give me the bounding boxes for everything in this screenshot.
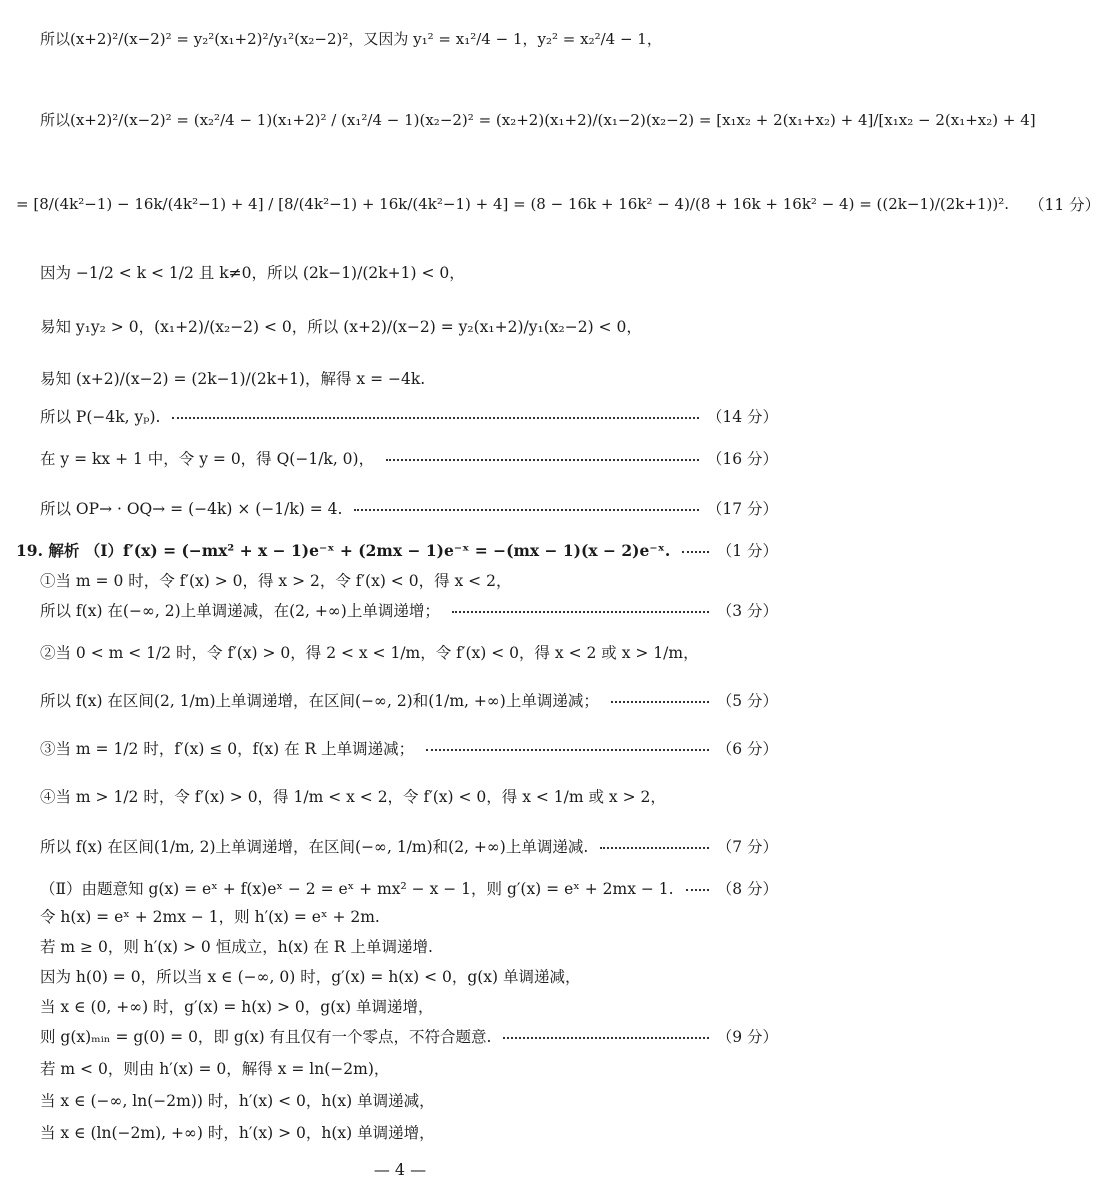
line-text: 所以 OP→ · OQ→ = (−4k) × (−1/k) = 4. — [40, 500, 343, 518]
line-text: 在 y = kx + 1 中，令 y = 0，得 Q(−1/k, 0)， — [40, 450, 375, 468]
dotted-leader — [686, 889, 709, 891]
line-text: 令 h(x) = eˣ + 2mx − 1，则 h′(x) = eˣ + 2m. — [40, 908, 380, 926]
score-marker: （3 分） — [716, 602, 778, 620]
line-text: 所以 f(x) 在区间(1/m, 2)上单调递增，在区间(−∞, 1/m)和(2, +∞)上单调递减. — [40, 838, 589, 856]
line-9 — [0, 488, 800, 528]
line-7 — [0, 396, 800, 436]
line-6 — [0, 358, 800, 398]
page-number: — 4 — — [373, 1160, 427, 1179]
line-text: ④当 m > 1/2 时，令 f′(x) > 0，得 1/m < x < 2，令 f′(x) < 0，得 x < 1/m 或 x > 2， — [40, 788, 666, 806]
line-text: 所以(x+2)²/(x−2)² = (x₂²/4 − 1)(x₁+2)² / (x₁²/4 − 1)(x₂−2)² = (x₂+2)(x₁+2)/(x₁−2)(x₂−2) = [x₁x₂ + 2(x₁+x₂) + 4]/[x₁x₂ − 2(x₁+x₂) + 4] — [40, 110, 1036, 129]
line-5 — [0, 306, 800, 346]
score-marker: （9 分） — [716, 1028, 778, 1046]
score-marker: （17 分） — [706, 500, 778, 518]
line-15 — [0, 728, 800, 768]
score-marker: （1 分） — [716, 542, 778, 560]
line-text: 当 x ∈ (0, +∞) 时，g′(x) = h(x) > 0，g(x) 单调递增， — [40, 998, 434, 1016]
line-4 — [0, 252, 800, 292]
dotted-leader — [611, 701, 709, 703]
dotted-leader — [503, 1037, 708, 1039]
line-text: 若 m ≥ 0，则 h′(x) > 0 恒成立，h(x) 在 R 上单调递增. — [40, 938, 433, 956]
dotted-leader — [354, 509, 698, 511]
line-text: 19. 解析 （Ⅰ）f′(x) = (−mx² + x − 1)e⁻ˣ + (2mx − 1)e⁻ˣ = −(mx − 1)(x − 2)e⁻ˣ. — [16, 541, 671, 560]
line-text: 若 m < 0，则由 h′(x) = 0，解得 x = ln(−2m)， — [40, 1060, 390, 1078]
dotted-leader — [386, 459, 699, 461]
line-text: ③当 m = 1/2 时，f′(x) ≤ 0，f(x) 在 R 上单调递减； — [40, 740, 415, 758]
line-16 — [0, 776, 800, 816]
dotted-leader — [426, 749, 709, 751]
line-14 — [0, 680, 800, 720]
line-text: = [8/(4k²−1) − 16k/(4k²−1) + 4] / [8/(4k²−1) + 16k/(4k²−1) + 4] = (8 − 16k + 16k² − 4)/(8 + 16k + 16k² − 4) = ((2k−1)/(2k+1))². — [16, 195, 1009, 213]
line-3 — [0, 164, 1100, 244]
score-marker: （5 分） — [716, 692, 778, 710]
line-text: 因为 −1/2 < k < 1/2 且 k≠0，所以 (2k−1)/(2k+1) < 0， — [40, 264, 465, 282]
line-text: 因为 h(0) = 0，所以当 x ∈ (−∞, 0) 时，g′(x) = h(x) < 0，g(x) 单调递减， — [40, 968, 581, 986]
score-marker: （8 分） — [716, 880, 778, 898]
line-13 — [0, 632, 800, 672]
line-text: ②当 0 < m < 1/2 时，令 f′(x) > 0，得 2 < x < 1/m，令 f′(x) < 0，得 x < 2 或 x > 1/m， — [40, 644, 699, 662]
dotted-leader — [600, 847, 708, 849]
line-12 — [0, 590, 800, 630]
line-text: 易知 y₁y₂ > 0，(x₁+2)/(x₂−2) < 0，所以 (x+2)/(x−2) = y₂(x₁+2)/y₁(x₂−2) < 0， — [40, 318, 642, 336]
line-1 — [0, 16, 800, 60]
line-text: 所以 f(x) 在(−∞, 2)上单调递减，在(2, +∞)上单调递增； — [40, 602, 440, 620]
line-text: 易知 (x+2)/(x−2) = (2k−1)/(2k+1)，解得 x = −4k. — [40, 370, 426, 388]
line-8 — [0, 438, 800, 478]
line-text: 则 g(x)ₘᵢₙ = g(0) = 0，即 g(x) 有且仅有一个零点，不符合题意. — [40, 1028, 492, 1046]
line-text: 当 x ∈ (ln(−2m), +∞) 时，h′(x) > 0，h(x) 单调递增， — [40, 1124, 435, 1142]
score-marker: （16 分） — [706, 450, 778, 468]
line-17 — [0, 826, 800, 866]
dotted-leader — [682, 551, 708, 553]
dotted-leader — [452, 611, 709, 613]
line-26 — [0, 1112, 800, 1152]
line-2 — [0, 74, 1036, 164]
dotted-leader — [172, 417, 698, 419]
line-text: 所以(x+2)²/(x−2)² = y₂²(x₁+2)²/y₁²(x₂−2)²，又因为 y₁² = x₁²/4 − 1，y₂² = x₂²/4 − 1， — [40, 29, 662, 48]
line-text: 所以 f(x) 在区间(2, 1/m)上单调递增，在区间(−∞, 2)和(1/m, +∞)上单调递减； — [40, 692, 599, 710]
score-marker: （7 分） — [716, 838, 778, 856]
score-marker: （6 分） — [716, 740, 778, 758]
line-text: ①当 m = 0 时，令 f′(x) > 0，得 x > 2，令 f′(x) < 0，得 x < 2， — [40, 572, 512, 590]
line-text: 所以 P(−4k, yₚ). — [40, 408, 161, 426]
score-marker: （11 分） — [1028, 196, 1100, 214]
score-marker: （14 分） — [706, 408, 778, 426]
line-text: 当 x ∈ (−∞, ln(−2m)) 时，h′(x) < 0，h(x) 单调递减， — [40, 1092, 435, 1110]
line-text: （Ⅱ）由题意知 g(x) = eˣ + f(x)eˣ − 2 = eˣ + mx² − x − 1，则 g′(x) = eˣ + 2mx − 1. — [40, 880, 674, 898]
